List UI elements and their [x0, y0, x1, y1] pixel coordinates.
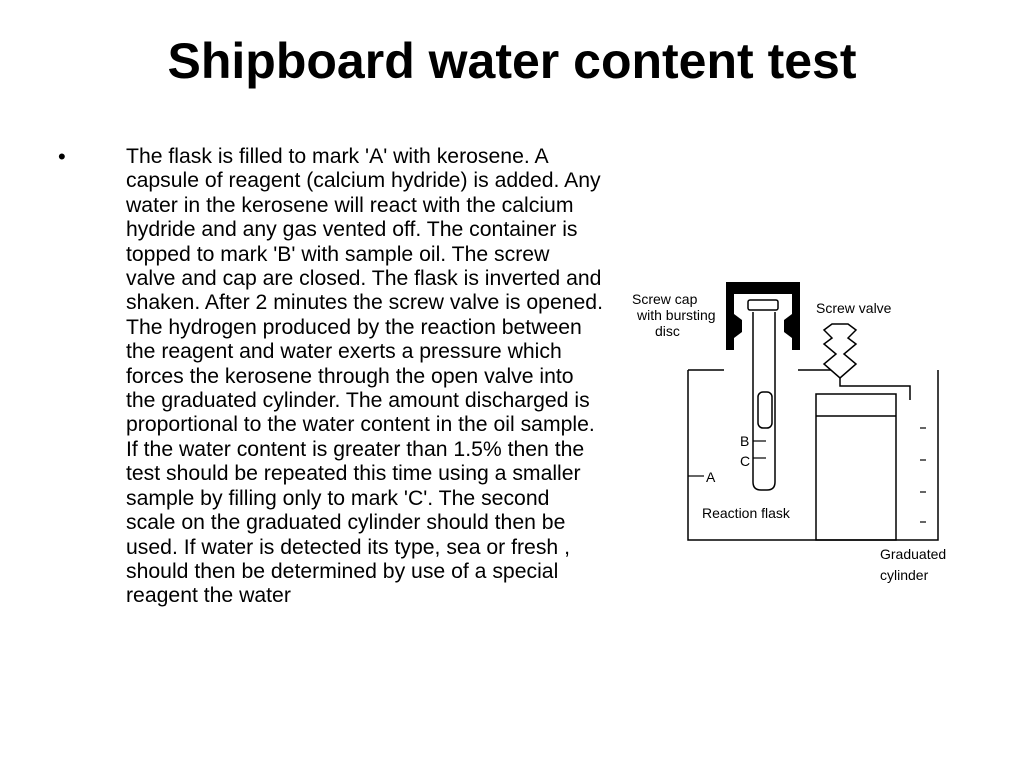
bursting-disc [748, 300, 778, 310]
bullet-marker: • [58, 144, 66, 169]
body-paragraph: The flask is filled to mark 'A' with kerosene. A capsule of reagent (calcium hydride) is added. Any water in the kerosene will react with the calcium hydride and any gas vented off. The container is topped to mark 'B' with sample oil. The screw valve and cap are closed. The flask is inverted and shaken. After 2 minutes the screw valve is opened. The hydrogen produced by the reaction between the reagent and water exerts a pressure which forces the kerosene through the open valve into the graduated cylinder. The amount discharged is proportional to the water content in the oil sample. If the water content is greater than 1.5% then the test should be repeated this time using a smaller sample by filling only to mark 'C'. The second scale on the graduated cylinder should then be used. If water is detected its type, sea or fresh , should then be determined by use of a special reagent the water [126, 145, 603, 608]
screw-cap [726, 282, 800, 350]
screw-cap-label-line3: disc [655, 323, 680, 339]
mark-c-label: C [740, 453, 751, 469]
screw-cap-label-line1: Screw cap [632, 291, 698, 307]
graduated-cylinder-label-line1: Graduated [880, 546, 947, 562]
mark-a-label: A [706, 469, 716, 485]
water-test-apparatus-diagram [620, 270, 960, 600]
screw-valve-label: Screw valve [816, 300, 892, 316]
graduated-cylinder-label-line2: cylinder [880, 567, 929, 583]
reaction-flask-label: Reaction flask [702, 505, 790, 521]
slide-title: Shipboard water content test [167, 33, 857, 89]
valve-outlet-pipe [840, 378, 910, 400]
screw-cap-label-line2: with bursting [637, 307, 716, 323]
mark-b-label: B [740, 433, 750, 449]
reagent-capsule [758, 392, 772, 428]
